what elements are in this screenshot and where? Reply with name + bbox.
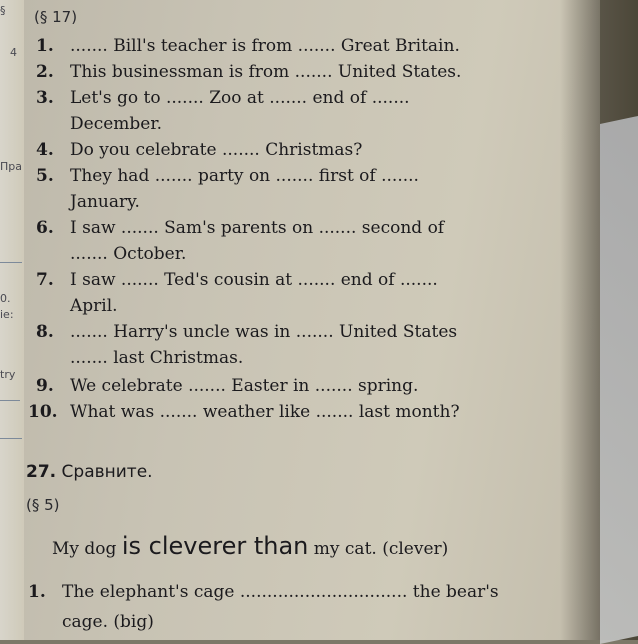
exercise-heading	[26, 462, 153, 482]
item-number: 6.	[36, 218, 54, 238]
item-number: 10.	[28, 402, 58, 422]
exercise-line: January.	[70, 192, 140, 212]
item-number: 1.	[36, 36, 54, 56]
exercise-title: Сравните.	[61, 462, 153, 482]
example-answer: is cleverer than	[121, 532, 309, 560]
item-number: 1.	[28, 582, 46, 602]
margin-note: §	[0, 4, 6, 17]
exercise-line: cage. (big)	[62, 612, 154, 632]
example-part: My dog	[52, 539, 122, 559]
background-paper	[600, 116, 638, 644]
exercise-line: We celebrate ....... Easter in ....... spring.	[70, 376, 419, 396]
exercise-line: I saw ....... Ted's cousin at ....... end of .......	[70, 270, 438, 290]
margin-rule	[0, 438, 22, 439]
item-number: 4.	[36, 140, 54, 160]
item-number: 3.	[36, 88, 54, 108]
exercise-line: April.	[70, 296, 118, 316]
margin-note: 4	[10, 46, 17, 59]
section-reference: (§ 5)	[26, 496, 60, 514]
exercise-number: 27.	[26, 462, 57, 482]
section-reference: (§ 17)	[34, 8, 78, 26]
margin-note: try	[0, 368, 16, 381]
item-number: 9.	[36, 376, 54, 396]
exercise-line: I saw ....... Sam's parents on ....... second of	[70, 218, 445, 238]
margin-note: 0.	[0, 292, 11, 305]
item-number: 5.	[36, 166, 54, 186]
exercise-line: They had ....... party on ....... first of .......	[70, 166, 419, 186]
example-part: my cat. (clever)	[308, 539, 449, 559]
exercise-line: December.	[70, 114, 162, 134]
exercise-line: ....... Bill's teacher is from ....... Great Britain.	[70, 36, 460, 56]
exercise-line: The elephant's cage ............................... the bear's	[62, 582, 499, 602]
exercise-line: ....... Harry's uncle was in ....... United States	[70, 322, 458, 342]
exercise-line: Do you celebrate ....... Christmas?	[70, 140, 363, 160]
exercise-line: This businessman is from ....... United States.	[70, 62, 462, 82]
item-number: 8.	[36, 322, 54, 342]
item-number: 7.	[36, 270, 54, 290]
exercise-line: What was ....... weather like ....... last month?	[70, 402, 460, 422]
item-number: 2.	[36, 62, 54, 82]
exercise-line: ....... last Christmas.	[70, 348, 244, 368]
exercise-line: Let's go to ....... Zoo at ....... end of .......	[70, 88, 410, 108]
margin-note: Пра	[0, 160, 22, 173]
margin-note: ie:	[0, 308, 14, 321]
exercise-line: ....... October.	[70, 244, 187, 264]
margin-rule	[0, 262, 22, 263]
example-sentence	[52, 532, 448, 560]
margin-rule	[0, 400, 20, 401]
